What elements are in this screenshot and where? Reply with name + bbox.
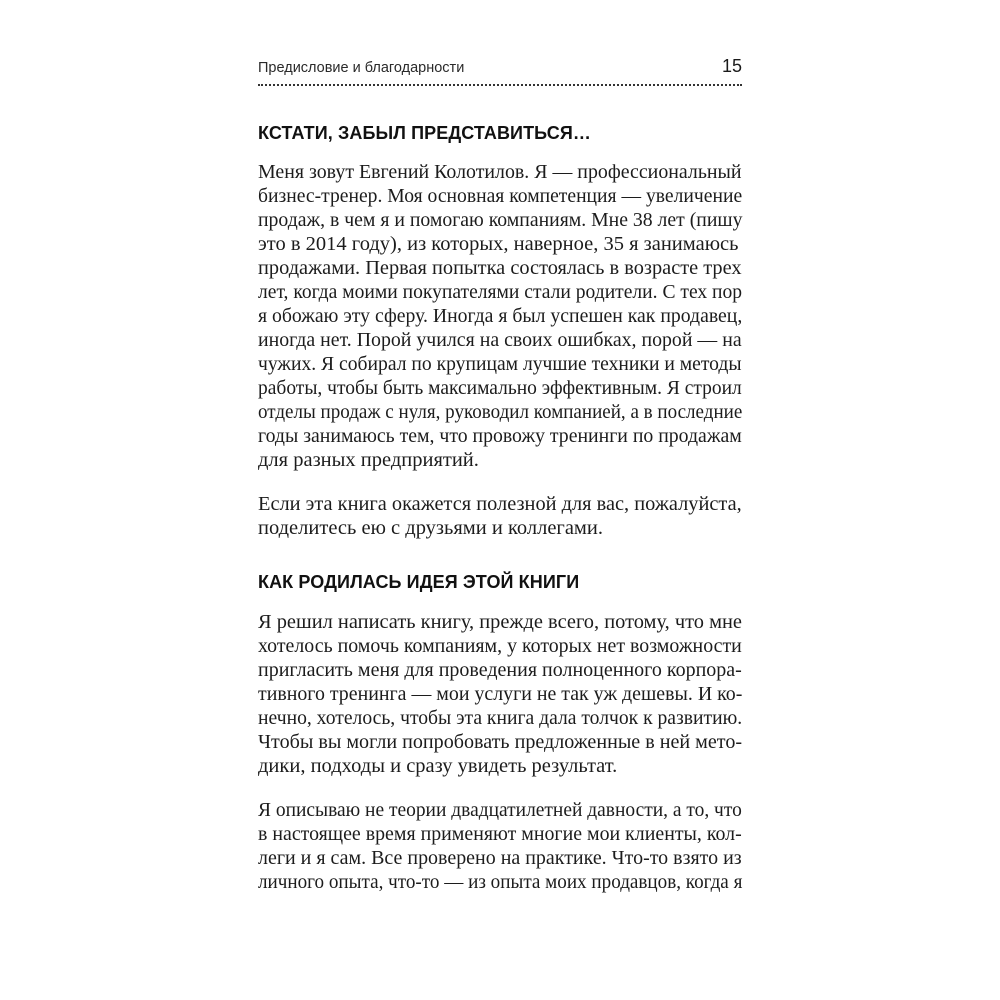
text-line: поделитесь ею с друзьями и коллегами. bbox=[258, 517, 603, 539]
text-line: продажами. Первая попытка состоялась в возрасте трех bbox=[258, 257, 742, 279]
section-heading-introduction: КСТАТИ, ЗАБЫЛ ПРЕДСТАВИТЬСЯ… bbox=[258, 123, 592, 143]
running-header bbox=[258, 56, 742, 88]
text-line: хотелось помочь компаниям, у которых нет возможности bbox=[258, 635, 742, 657]
text-line: Я решил написать книгу, прежде всего, потому, что мне bbox=[258, 611, 742, 633]
page-number: 15 bbox=[721, 56, 742, 76]
text-line: чужих. Я собирал по крупицам лучшие техники и методы bbox=[258, 353, 742, 375]
text-line: бизнес-тренер. Моя основная компетенция — увеличение bbox=[258, 185, 743, 207]
text-line: работы, чтобы быть максимально эффективным. Я строил bbox=[258, 377, 742, 399]
text-line: нечно, хотелось, чтобы эта книга дала толчок к развитию. bbox=[258, 707, 743, 729]
text-line: это в 2014 году), из которых, наверное, 35 я занимаюсь bbox=[258, 233, 739, 255]
text-line: лет, когда моими покупателями стали родители. С тех пор bbox=[258, 281, 743, 303]
text-line: леги и я сам. Все проверено на практике. Что-то взято из bbox=[258, 847, 742, 869]
text-line: пригласить меня для проведения полноценного корпора- bbox=[258, 659, 742, 681]
text-line: Меня зовут Евгений Колотилов. Я — профессиональный bbox=[258, 161, 742, 183]
text-line: Если эта книга окажется полезной для вас, пожалуйста, bbox=[258, 493, 742, 515]
section-heading-book-idea: КАК РОДИЛАСЬ ИДЕЯ ЭТОЙ КНИГИ bbox=[258, 572, 580, 592]
text-line: иногда нет. Порой учился на своих ошибках, порой — на bbox=[258, 329, 742, 351]
text-line: в настоящее время применяют многие мои клиенты, кол- bbox=[258, 823, 742, 845]
header-dotted-rule bbox=[258, 84, 742, 86]
text-line: я обожаю эту сферу. Иногда я был успешен как продавец, bbox=[258, 305, 743, 327]
text-line: Чтобы вы могли попробовать предложенные в ней мето- bbox=[258, 731, 743, 753]
text-line: продаж, в чем я и помогаю компаниям. Мне 38 лет (пишу bbox=[258, 209, 743, 231]
text-line: годы занимаюсь тем, что провожу тренинги по продажам bbox=[258, 425, 742, 447]
text-line: для разных предприятий. bbox=[258, 449, 479, 471]
text-line: отделы продаж с нуля, руководил компанией, а в последние bbox=[258, 401, 743, 423]
text-line: тивного тренинга — мои услуги не так уж дешевы. И ко- bbox=[258, 683, 743, 705]
chapter-title: Предисловие и благодарности bbox=[258, 60, 465, 76]
text-line: личного опыта, что-то — из опыта моих продавцов, когда я bbox=[258, 871, 743, 893]
text-line: Я описываю не теории двадцатилетней давности, а то, что bbox=[258, 799, 742, 821]
text-line: дики, подходы и сразу увидеть результат. bbox=[258, 755, 618, 777]
